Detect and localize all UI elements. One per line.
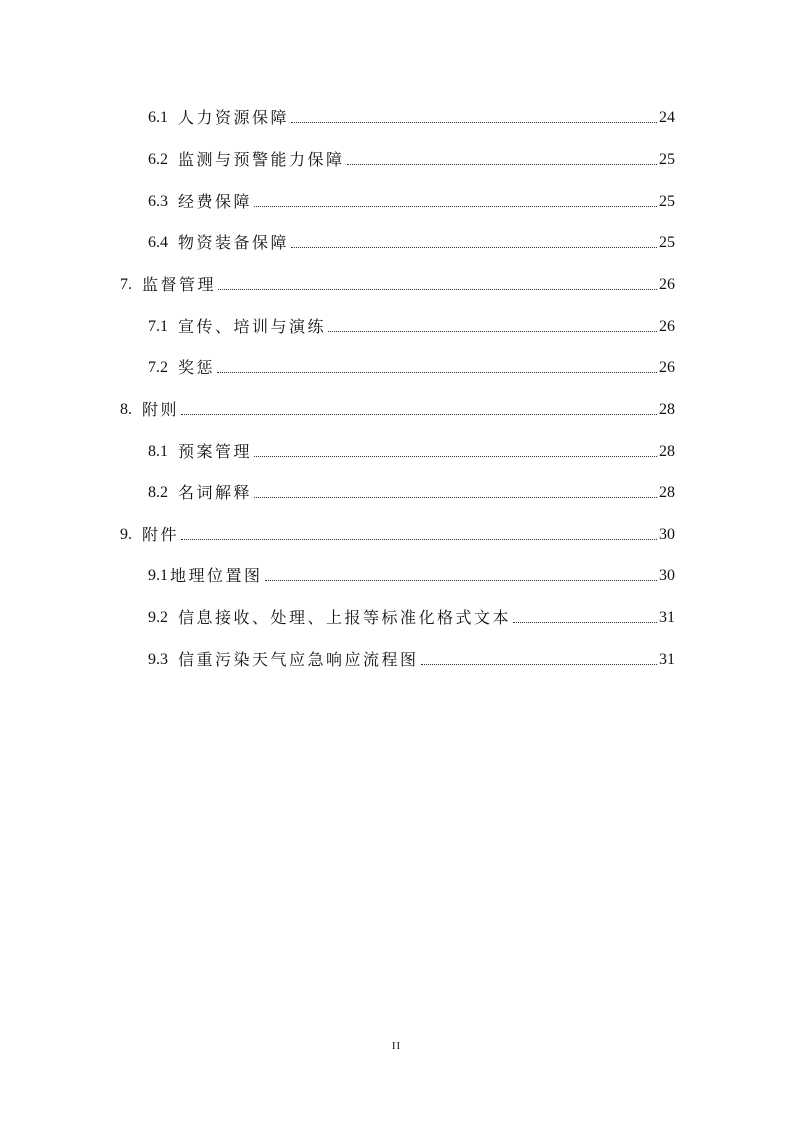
- toc-entry-title: 人力资源保障: [178, 108, 290, 127]
- toc-entry-6-4[interactable]: [148, 229, 675, 253]
- toc-dot-leader: [217, 372, 657, 373]
- toc-dot-leader: [265, 580, 657, 581]
- toc-entry-number: 9.2: [148, 609, 168, 626]
- toc-entry-page: 28: [659, 484, 675, 501]
- toc-entry-number: 8.: [120, 401, 132, 418]
- toc-dot-leader: [347, 164, 657, 165]
- toc-entry-page: 26: [659, 318, 675, 335]
- page-number: II: [391, 1040, 402, 1052]
- toc-dot-leader: [291, 247, 657, 248]
- toc-entry-page: 31: [659, 651, 675, 668]
- toc-entry-number: 9.1: [148, 567, 168, 584]
- toc-entry-number: 6.3: [148, 193, 168, 210]
- toc-entry-page: 25: [659, 151, 675, 168]
- toc-entry-9-3[interactable]: [148, 646, 675, 670]
- toc-entry-page: 26: [659, 359, 675, 376]
- toc-entry-title: 物资装备保障: [178, 233, 290, 252]
- toc-entry-number: 8.1: [148, 443, 168, 460]
- toc-entry-number: 7.: [120, 276, 132, 293]
- toc-entry-8-1[interactable]: [148, 438, 675, 462]
- toc-entry-page: 26: [659, 276, 675, 293]
- toc-entry-9-2[interactable]: [148, 604, 675, 628]
- toc-dot-leader: [254, 206, 657, 207]
- toc-entry-number: 8.2: [148, 484, 168, 501]
- toc-dot-leader: [218, 289, 657, 290]
- toc-entry-number: 7.2: [148, 359, 168, 376]
- toc-entry-title: 名词解释: [178, 483, 253, 502]
- toc-dot-leader: [181, 539, 657, 540]
- toc-entry-number: 6.4: [148, 234, 168, 251]
- toc-entry-6-1[interactable]: [148, 104, 675, 128]
- toc-dot-leader: [291, 122, 657, 123]
- toc-entry-page: 31: [659, 609, 675, 626]
- toc-entry-9-1[interactable]: [148, 562, 675, 586]
- toc-entry-page: 25: [659, 234, 675, 251]
- toc-entry-9[interactable]: [120, 521, 675, 545]
- toc-entry-title: 附件: [142, 525, 180, 544]
- toc-entry-page: 25: [659, 193, 675, 210]
- toc-entry-title: 信重污染天气应急响应流程图: [178, 650, 419, 669]
- toc-entry-title: 奖惩: [178, 358, 216, 377]
- toc-entry-title: 预案管理: [178, 442, 253, 461]
- toc-entry-8-2[interactable]: [148, 479, 675, 503]
- toc-entry-number: 9.3: [148, 651, 168, 668]
- toc-entry-6-3[interactable]: [148, 188, 675, 212]
- toc-entry-page: 24: [659, 109, 675, 126]
- toc-entry-page: 28: [659, 443, 675, 460]
- toc-entry-title: 监督管理: [142, 275, 217, 294]
- toc-entry-number: 6.1: [148, 109, 168, 126]
- toc-entry-number: 9.: [120, 526, 132, 543]
- toc-entry-title: 附则: [142, 400, 180, 419]
- toc-entry-page: 28: [659, 401, 675, 418]
- toc-dot-leader: [421, 664, 657, 665]
- toc-entry-title: 地理位置图: [170, 566, 263, 585]
- toc-dot-leader: [254, 456, 657, 457]
- toc-entry-7-2[interactable]: [148, 354, 675, 378]
- toc-dot-leader: [328, 331, 657, 332]
- toc-entry-6-2[interactable]: [148, 146, 675, 170]
- toc-entry-7-1[interactable]: [148, 313, 675, 337]
- toc-dot-leader: [513, 622, 657, 623]
- toc-entry-title: 经费保障: [178, 192, 253, 211]
- toc-dot-leader: [181, 414, 657, 415]
- toc-dot-leader: [254, 497, 657, 498]
- toc-entry-title: 监测与预警能力保障: [178, 150, 345, 169]
- toc-entry-number: 7.1: [148, 318, 168, 335]
- toc-entry-title: 宣传、培训与演练: [178, 317, 327, 336]
- toc-entry-7[interactable]: [120, 271, 675, 295]
- toc-entry-number: 6.2: [148, 151, 168, 168]
- toc-entry-page: 30: [659, 526, 675, 543]
- toc-entry-title: 信息接收、处理、上报等标准化格式文本: [178, 608, 512, 627]
- toc-entry-page: 30: [659, 567, 675, 584]
- toc-entry-8[interactable]: [120, 396, 675, 420]
